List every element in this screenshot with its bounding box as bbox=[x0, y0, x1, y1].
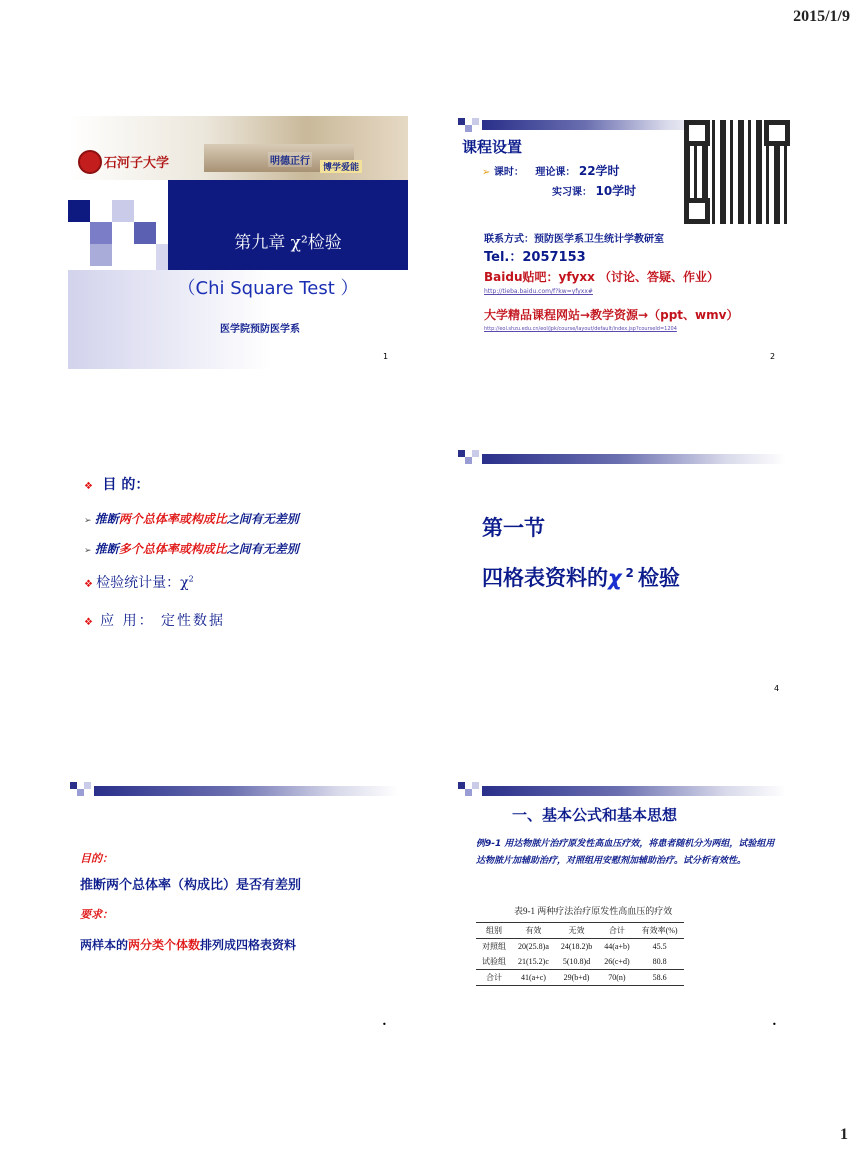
banner-motto-1: 明德正行 bbox=[268, 152, 312, 167]
qr-code bbox=[684, 120, 790, 224]
slide-3 bbox=[68, 448, 408, 701]
table-cell: 80.8 bbox=[652, 957, 667, 966]
item-1-text-b: 两个总体率或构成比 bbox=[118, 512, 227, 526]
table-cell: 70(n) bbox=[598, 970, 635, 986]
efficacy-table bbox=[476, 922, 684, 986]
require-text bbox=[80, 936, 296, 953]
table-cell: 合计 bbox=[476, 970, 512, 986]
table-cell: 26(c+d) bbox=[604, 957, 630, 966]
course-heading: 课程设置 bbox=[462, 138, 523, 156]
section-title bbox=[482, 562, 680, 592]
section-label: 第一节 bbox=[482, 516, 545, 540]
table-header-cell: 合计 bbox=[598, 923, 635, 939]
purpose-label: 目的： bbox=[80, 852, 113, 865]
require-text-c: 排列成四格表资料 bbox=[200, 938, 297, 952]
item-2-text-c: 之间有无差别 bbox=[226, 542, 299, 556]
course-link[interactable]: http://eol.shzu.edu.cn/eol/jpk/course/layout/default/index.jsp?courseId=1204 bbox=[484, 326, 677, 332]
deco-square bbox=[68, 200, 90, 222]
banner-motto-2: 博学爱能 bbox=[320, 160, 362, 173]
table-caption: 表9-1 两种疗法治疗原发性高血压的疗效 bbox=[514, 906, 673, 916]
baidu-link[interactable]: http://tieba.baidu.com/f?kw=yfyxx# bbox=[484, 288, 593, 295]
slide-2 bbox=[456, 116, 796, 369]
diamond-bullet-icon: ❖ bbox=[84, 481, 97, 492]
table-cell: 21(15.2)c bbox=[518, 957, 549, 966]
baidu-line: Baidu贴吧：yfyxx （讨论、答疑、作业） bbox=[484, 270, 720, 284]
table-cell: 对照组 bbox=[482, 942, 506, 951]
deco-square bbox=[77, 789, 84, 796]
page-number: 1 bbox=[840, 1126, 848, 1143]
header-bar bbox=[94, 786, 398, 796]
hours-row bbox=[482, 162, 620, 179]
arrow-bullet-icon: ➢ bbox=[84, 516, 95, 526]
deco-square bbox=[465, 457, 472, 464]
require-text-b: 两分类个体数 bbox=[128, 938, 201, 952]
deco-square bbox=[84, 782, 91, 789]
table-cell: 58.6 bbox=[636, 970, 684, 986]
slide-4 bbox=[456, 448, 796, 701]
table-cell: 5(10.8)d bbox=[562, 957, 591, 966]
university-name: 石河子大学 bbox=[104, 156, 170, 171]
deco-square bbox=[156, 244, 168, 270]
deco-square bbox=[472, 118, 479, 125]
practice-label: 实习课： bbox=[552, 187, 592, 198]
table-cell: 试验组 bbox=[482, 957, 506, 966]
application-label: 应 用： 定性数据 bbox=[100, 613, 226, 629]
deco-square bbox=[472, 782, 479, 789]
require-label: 要求： bbox=[80, 908, 113, 921]
theory-label: 理论课： bbox=[535, 167, 576, 178]
table-header-cell: 有效 bbox=[512, 923, 555, 939]
section-title-b: 检验 bbox=[637, 566, 680, 590]
title-band bbox=[168, 180, 408, 270]
slide-1 bbox=[68, 116, 408, 369]
table-header-cell: 无效 bbox=[555, 923, 598, 939]
item-2 bbox=[84, 540, 299, 557]
header-date: 2015/1/9 bbox=[793, 8, 850, 25]
deco-square bbox=[458, 782, 465, 789]
slide-number: 2 bbox=[770, 352, 776, 361]
chapter-title: 第九章 χ²检验 bbox=[234, 233, 342, 253]
stat-label: 检验统计量：χ bbox=[96, 575, 189, 591]
header-bar bbox=[482, 786, 786, 796]
item-1 bbox=[84, 510, 299, 527]
deco-square bbox=[134, 222, 156, 244]
tel-line: Tel.：2057153 bbox=[484, 250, 586, 265]
deco-square bbox=[472, 450, 479, 457]
slide-number: 4 bbox=[774, 684, 780, 693]
diamond-bullet-icon: ❖ bbox=[84, 617, 97, 628]
item-1-text-a: 推断 bbox=[94, 512, 119, 526]
deco-square bbox=[458, 118, 465, 125]
slide-title: 一、基本公式和基本思想 bbox=[512, 806, 678, 824]
stat-row bbox=[84, 572, 194, 592]
course-site-line: 大学精品课程网站→教学资源→（ppt、wmv） bbox=[484, 308, 739, 322]
purpose-row bbox=[84, 474, 149, 494]
bullet-icon: ➢ bbox=[482, 167, 494, 178]
hours-label: 课时： bbox=[493, 167, 524, 178]
practice-value: 10学时 bbox=[595, 184, 637, 198]
table-cell: 24(18.2)b bbox=[560, 942, 593, 951]
table-header-cell: 组别 bbox=[476, 923, 512, 939]
purpose-text: 推断两个总体率（构成比）是否有差别 bbox=[80, 878, 302, 893]
section-title-chi: χ bbox=[608, 566, 622, 590]
item-2-text-b: 多个总体率或构成比 bbox=[118, 542, 227, 556]
table-cell: 20(25.8)a bbox=[518, 942, 549, 951]
section-title-a: 四格表资料的 bbox=[482, 566, 608, 590]
example-text: 例9-1 用达物脓片治疗原发性高血压疗效，将患者随机分为两组，试验组用达物脓片加辅助治疗，对照组用安慰剂加辅助治疗。试分析有效性。 bbox=[476, 839, 775, 866]
deco-square bbox=[70, 782, 77, 789]
table-cell: 44(a+b) bbox=[604, 942, 630, 951]
table-row bbox=[476, 970, 684, 986]
deco-square bbox=[465, 789, 472, 796]
practice-row bbox=[552, 182, 636, 199]
arrow-bullet-icon: ➢ bbox=[84, 546, 95, 556]
purpose-label: 目 的： bbox=[102, 477, 150, 493]
header-bar bbox=[482, 120, 712, 130]
department: 医学院预防医学系 bbox=[220, 324, 300, 335]
table-cell: 41(a+c) bbox=[512, 970, 555, 986]
table-cell: 29(b+d) bbox=[555, 970, 598, 986]
item-2-text-a: 推断 bbox=[94, 542, 119, 556]
slide-number-dot: • bbox=[382, 1020, 387, 1029]
table-header-cell: 有效率(%) bbox=[636, 923, 684, 939]
stat-sup: 2 bbox=[188, 574, 194, 584]
subtitle: （Chi Square Test ） bbox=[177, 278, 359, 299]
table-cell: 45.5 bbox=[652, 942, 667, 951]
contact-line: 联系方式：预防医学系卫生统计学教研室 bbox=[484, 234, 664, 245]
deco-square bbox=[90, 222, 112, 244]
deco-square bbox=[112, 200, 134, 222]
diamond-bullet-icon: ❖ bbox=[84, 579, 97, 590]
slide-number: 1 bbox=[383, 352, 389, 361]
application-row bbox=[84, 610, 225, 630]
slide-number-dot: • bbox=[772, 1020, 777, 1029]
deco-square bbox=[458, 450, 465, 457]
header-bar bbox=[482, 454, 786, 464]
university-logo bbox=[78, 150, 102, 174]
slide-6 bbox=[456, 780, 796, 1033]
item-1-text-c: 之间有无差别 bbox=[226, 512, 299, 526]
section-title-sup: 2 bbox=[625, 566, 634, 580]
require-text-a: 两样本的 bbox=[80, 938, 129, 952]
deco-square bbox=[90, 244, 112, 266]
deco-square bbox=[465, 125, 472, 132]
table-row bbox=[476, 939, 684, 955]
theory-value: 22学时 bbox=[578, 164, 620, 178]
table-row bbox=[476, 954, 684, 970]
slide-5 bbox=[68, 780, 408, 1033]
